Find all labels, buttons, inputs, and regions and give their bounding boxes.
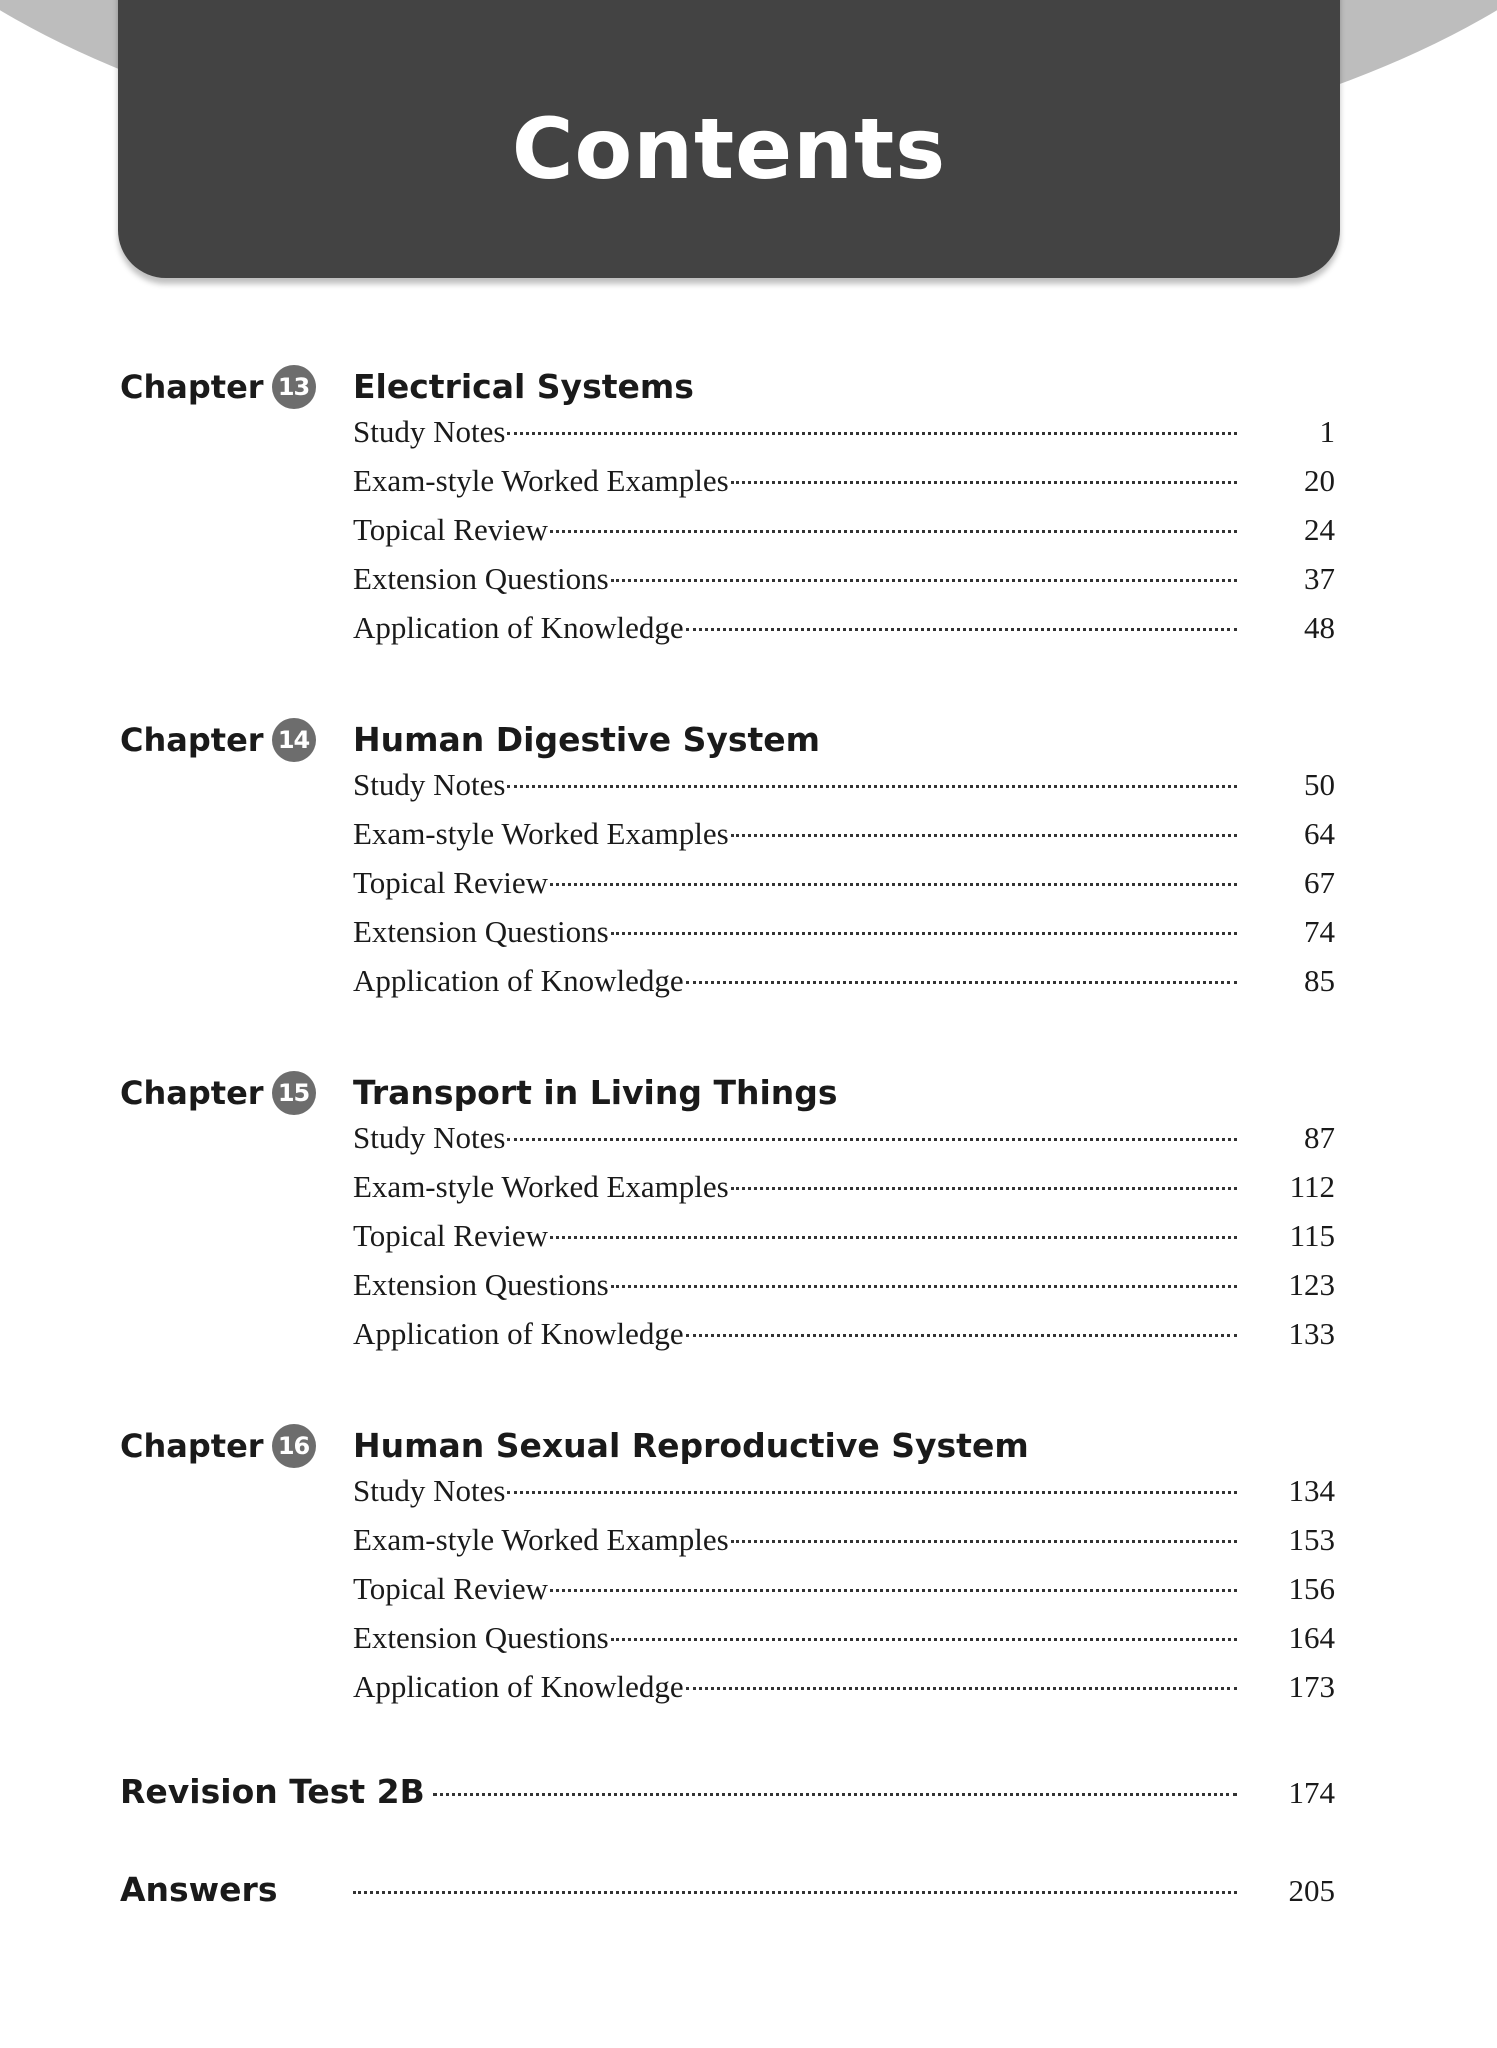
- toc-entry[interactable]: [353, 463, 1335, 512]
- chapter-number-badge: 15: [272, 1071, 316, 1115]
- entry-label: Application of Knowledge: [353, 1316, 684, 1351]
- chapter-label: [120, 1066, 353, 1120]
- dot-leader: [686, 1687, 1237, 1690]
- toc-entry[interactable]: [353, 512, 1335, 561]
- revision-test-label: Revision Test 2B: [120, 1772, 425, 1811]
- toc-entry[interactable]: [353, 865, 1335, 914]
- entry-label: Application of Knowledge: [353, 1669, 684, 1704]
- chapter-title[interactable]: Electrical Systems: [353, 367, 694, 406]
- revision-test-page-number: 174: [1288, 1775, 1335, 1810]
- toc-entry[interactable]: [353, 610, 1335, 659]
- entry-page-number: 153: [1288, 1522, 1335, 1557]
- entry-label: Study Notes: [353, 414, 506, 449]
- entry-page-number: 87: [1304, 1120, 1335, 1155]
- entry-page-number: 173: [1288, 1669, 1335, 1704]
- entry-label: Topical Review: [353, 1218, 548, 1253]
- chapter-title[interactable]: Transport in Living Things: [353, 1073, 838, 1112]
- entry-page-number: 64: [1304, 816, 1335, 851]
- entry-label: Application of Knowledge: [353, 610, 684, 645]
- chapter-number-badge: 13: [272, 365, 316, 409]
- revision-test-entry[interactable]: [120, 1772, 1335, 1832]
- entry-label: Exam-style Worked Examples: [353, 1169, 729, 1204]
- entry-label: Extension Questions: [353, 1620, 609, 1655]
- entry-page-number: 133: [1288, 1316, 1335, 1351]
- chapter-body: [353, 360, 1335, 659]
- entry-page-number: 67: [1304, 865, 1335, 900]
- chapter-label: [120, 713, 353, 767]
- dot-leader: [507, 785, 1237, 788]
- dot-leader: [433, 1793, 1237, 1796]
- dot-leader: [550, 1236, 1237, 1239]
- entry-page-number: 134: [1288, 1473, 1335, 1508]
- answers-label: Answers: [120, 1870, 278, 1909]
- entry-label: Application of Knowledge: [353, 963, 684, 998]
- entry-label: Study Notes: [353, 1120, 506, 1155]
- dot-leader: [731, 1540, 1237, 1543]
- toc-entry[interactable]: [353, 767, 1335, 816]
- entry-label: Exam-style Worked Examples: [353, 1522, 729, 1557]
- dot-leader: [686, 981, 1237, 984]
- chapter-word: Chapter: [120, 1427, 264, 1465]
- chapter-word: Chapter: [120, 721, 264, 759]
- toc-entry[interactable]: [353, 1218, 1335, 1267]
- chapter-word: Chapter: [120, 1074, 264, 1112]
- dot-leader: [686, 1334, 1237, 1337]
- entry-page-number: 164: [1288, 1620, 1335, 1655]
- dot-leader: [507, 1491, 1237, 1494]
- toc-entry[interactable]: [353, 1316, 1335, 1365]
- chapter-title[interactable]: Human Digestive System: [353, 720, 821, 759]
- chapter-label: [120, 1419, 353, 1473]
- toc-entry[interactable]: [353, 1571, 1335, 1620]
- entry-page-number: 112: [1289, 1169, 1335, 1204]
- toc-entry[interactable]: [353, 1120, 1335, 1169]
- entry-page-number: 37: [1304, 561, 1335, 596]
- dot-leader: [611, 1285, 1237, 1288]
- chapter-body: [353, 1066, 1335, 1365]
- chapter-body: [353, 713, 1335, 1012]
- entry-label: Exam-style Worked Examples: [353, 463, 729, 498]
- entry-page-number: 156: [1288, 1571, 1335, 1606]
- toc-entry[interactable]: [353, 1620, 1335, 1669]
- dot-leader: [550, 530, 1237, 533]
- toc-entry[interactable]: [353, 561, 1335, 610]
- entry-label: Extension Questions: [353, 914, 609, 949]
- header-banner: [118, 0, 1340, 278]
- dot-leader: [550, 1589, 1237, 1592]
- chapter-14: [120, 713, 1335, 1012]
- entry-page-number: 85: [1304, 963, 1335, 998]
- dot-leader: [686, 628, 1237, 631]
- dot-leader: [507, 432, 1237, 435]
- dot-leader: [353, 1891, 1237, 1894]
- toc-entry[interactable]: [353, 1267, 1335, 1316]
- chapter-body: [353, 1419, 1335, 1718]
- dot-leader: [611, 932, 1237, 935]
- dot-leader: [507, 1138, 1237, 1141]
- entry-page-number: 115: [1289, 1218, 1335, 1253]
- entry-page-number: 123: [1288, 1267, 1335, 1302]
- chapter-number-badge: 14: [272, 718, 316, 762]
- entry-label: Study Notes: [353, 1473, 506, 1508]
- chapter-number-badge: 16: [272, 1424, 316, 1468]
- toc-entry[interactable]: [353, 1669, 1335, 1718]
- chapter-13: [120, 360, 1335, 659]
- entry-label: Extension Questions: [353, 561, 609, 596]
- answers-entry[interactable]: [120, 1870, 1335, 1930]
- chapter-16: [120, 1419, 1335, 1718]
- entry-page-number: 1: [1319, 414, 1335, 449]
- toc-entry[interactable]: [353, 1169, 1335, 1218]
- toc-entry[interactable]: [353, 1522, 1335, 1571]
- chapter-label: [120, 360, 353, 414]
- entry-page-number: 24: [1304, 512, 1335, 547]
- entry-page-number: 74: [1304, 914, 1335, 949]
- answers-page-number: 205: [1288, 1873, 1335, 1908]
- chapter-word: Chapter: [120, 368, 264, 406]
- dot-leader: [611, 579, 1237, 582]
- toc-entry[interactable]: [353, 914, 1335, 963]
- toc-entry[interactable]: [353, 414, 1335, 463]
- table-of-contents: [120, 360, 1335, 1968]
- toc-entry[interactable]: [353, 816, 1335, 865]
- dot-leader: [731, 481, 1237, 484]
- entry-page-number: 20: [1304, 463, 1335, 498]
- dot-leader: [611, 1638, 1237, 1641]
- entry-page-number: 50: [1304, 767, 1335, 802]
- toc-entry[interactable]: [353, 963, 1335, 1012]
- entry-label: Exam-style Worked Examples: [353, 816, 729, 851]
- entry-page-number: 48: [1304, 610, 1335, 645]
- toc-entry[interactable]: [353, 1473, 1335, 1522]
- entry-label: Study Notes: [353, 767, 506, 802]
- entry-label: Topical Review: [353, 512, 548, 547]
- dot-leader: [550, 883, 1237, 886]
- entry-label: Topical Review: [353, 1571, 548, 1606]
- entry-label: Topical Review: [353, 865, 548, 900]
- entry-label: Extension Questions: [353, 1267, 609, 1302]
- page-title: Contents: [511, 100, 947, 198]
- chapter-title[interactable]: Human Sexual Reproductive System: [353, 1426, 1029, 1465]
- dot-leader: [731, 834, 1237, 837]
- dot-leader: [731, 1187, 1237, 1190]
- chapter-15: [120, 1066, 1335, 1365]
